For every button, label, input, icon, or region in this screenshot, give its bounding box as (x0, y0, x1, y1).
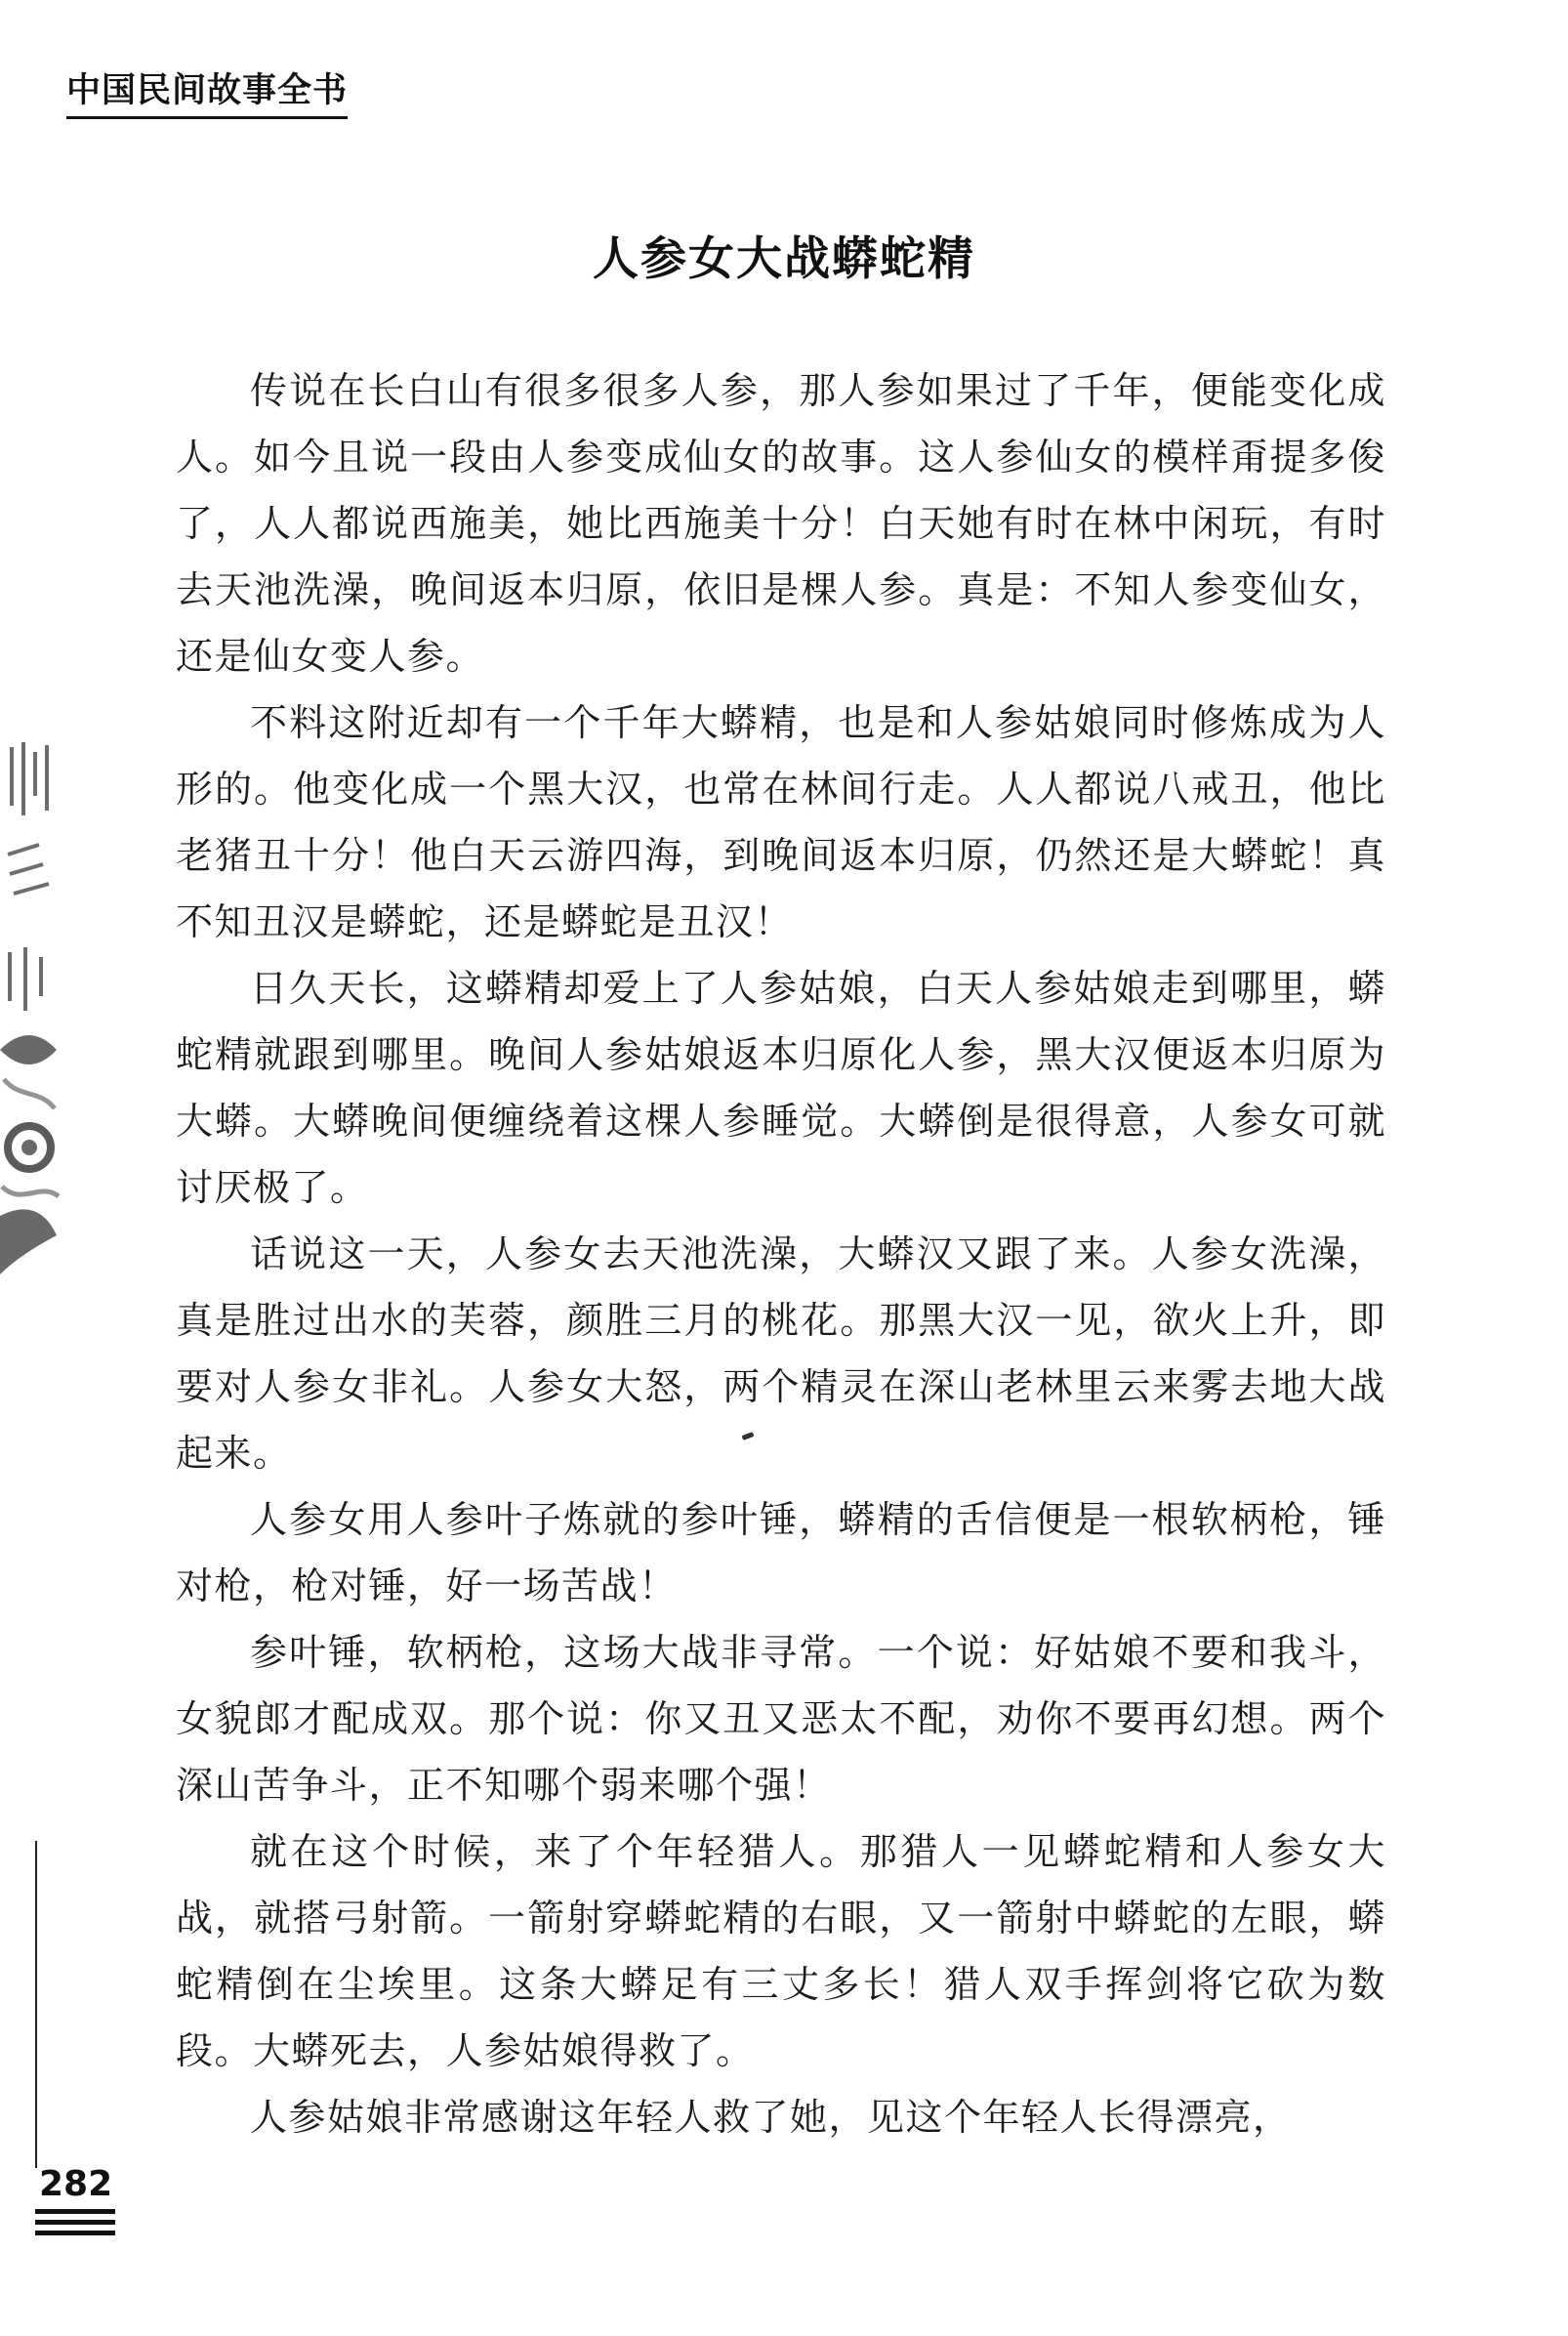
paragraph: 就在这个时候，来了个年轻猎人。那猎人一见蟒蛇精和人参女大战，就搭弓射箭。一箭射穿蟒蛇精的右眼，又一箭射中蟒蛇的左眼，蟒蛇精倒在尘埃里。这条大蟒足有三丈多长！猎人双手挥剑将它砍为数段。大蟒死去，人参姑娘得救了。 (176, 1830, 1386, 2072)
story-title: 人参女大战蟒蛇精 (593, 232, 975, 286)
margin-rule (35, 1841, 37, 2168)
paragraph: 人参女用人参叶子炼就的参叶锤，蟒精的舌信便是一根软柄枪，锤对枪，枪对锤，好一场苦战！ (176, 1498, 1386, 1607)
paragraph: 参叶锤，软柄枪，这场大战非寻常。一个说：好姑娘不要和我斗，女貌郎才配成双。那个说：你又丑又恶太不配，劝你不要再幻想。两个深山苦争斗，正不知哪个弱来哪个强！ (176, 1631, 1386, 1807)
running-head-book-title: 中国民间故事全书 (66, 72, 348, 119)
paragraph: 不料这附近却有一个千年大蟒精，也是和人参姑娘同时修炼成为人形的。他变化成一个黑大汉，也常在林间行走。人人都说八戒丑，他比老猪丑十分！他白天云游四海，到晚间返本归原，仍然还是大蟒蛇！真不知丑汉是蟒蛇，还是蟒蛇是丑汉！ (176, 701, 1386, 943)
paragraph: 人参姑娘非常感谢这年轻人救了她，见这个年轻人长得漂亮， (250, 2096, 1292, 2139)
footer-bars (35, 2209, 115, 2241)
footer-bar (35, 2220, 115, 2225)
story-body (176, 357, 1386, 2150)
footer-bar (35, 2209, 115, 2214)
paragraph: 日久天长，这蟒精却爱上了人参姑娘，白天人参姑娘走到哪里，蟒蛇精就跟到哪里。晚间人参姑娘返本归原化人参，黑大汉便返本归原为大蟒。大蟒晚间便缠绕着这棵人参睡觉。大蟒倒是很得意，人参女可就讨厌极了。 (176, 967, 1386, 1209)
paragraph: 传说在长白山有很多很多人参，那人参如果过了千年，便能变化成人。如今且说一段由人参变成仙女的故事。这人参仙女的模样甭提多俊了，人人都说西施美，她比西施美十分！白天她有时在林中闲玩，有时去天池洗澡，晚间返本归原，依旧是棵人参。真是：不知人参变仙女，还是仙女变人参。 (176, 369, 1386, 678)
decorative-side-ornament (0, 728, 61, 1294)
page-number: 282 (39, 2164, 113, 2204)
paragraph: 话说这一天，人参女去天池洗澡，大蟒汉又跟了来。人参女洗澡，真是胜过出水的芙蓉，颜胜三月的桃花。那黑大汉一见，欲火上升，即要对人参女非礼。人参女大怒，两个精灵在深山老林里云来雾去地大战起来。 (176, 1232, 1386, 1475)
footer-bar (35, 2231, 115, 2235)
